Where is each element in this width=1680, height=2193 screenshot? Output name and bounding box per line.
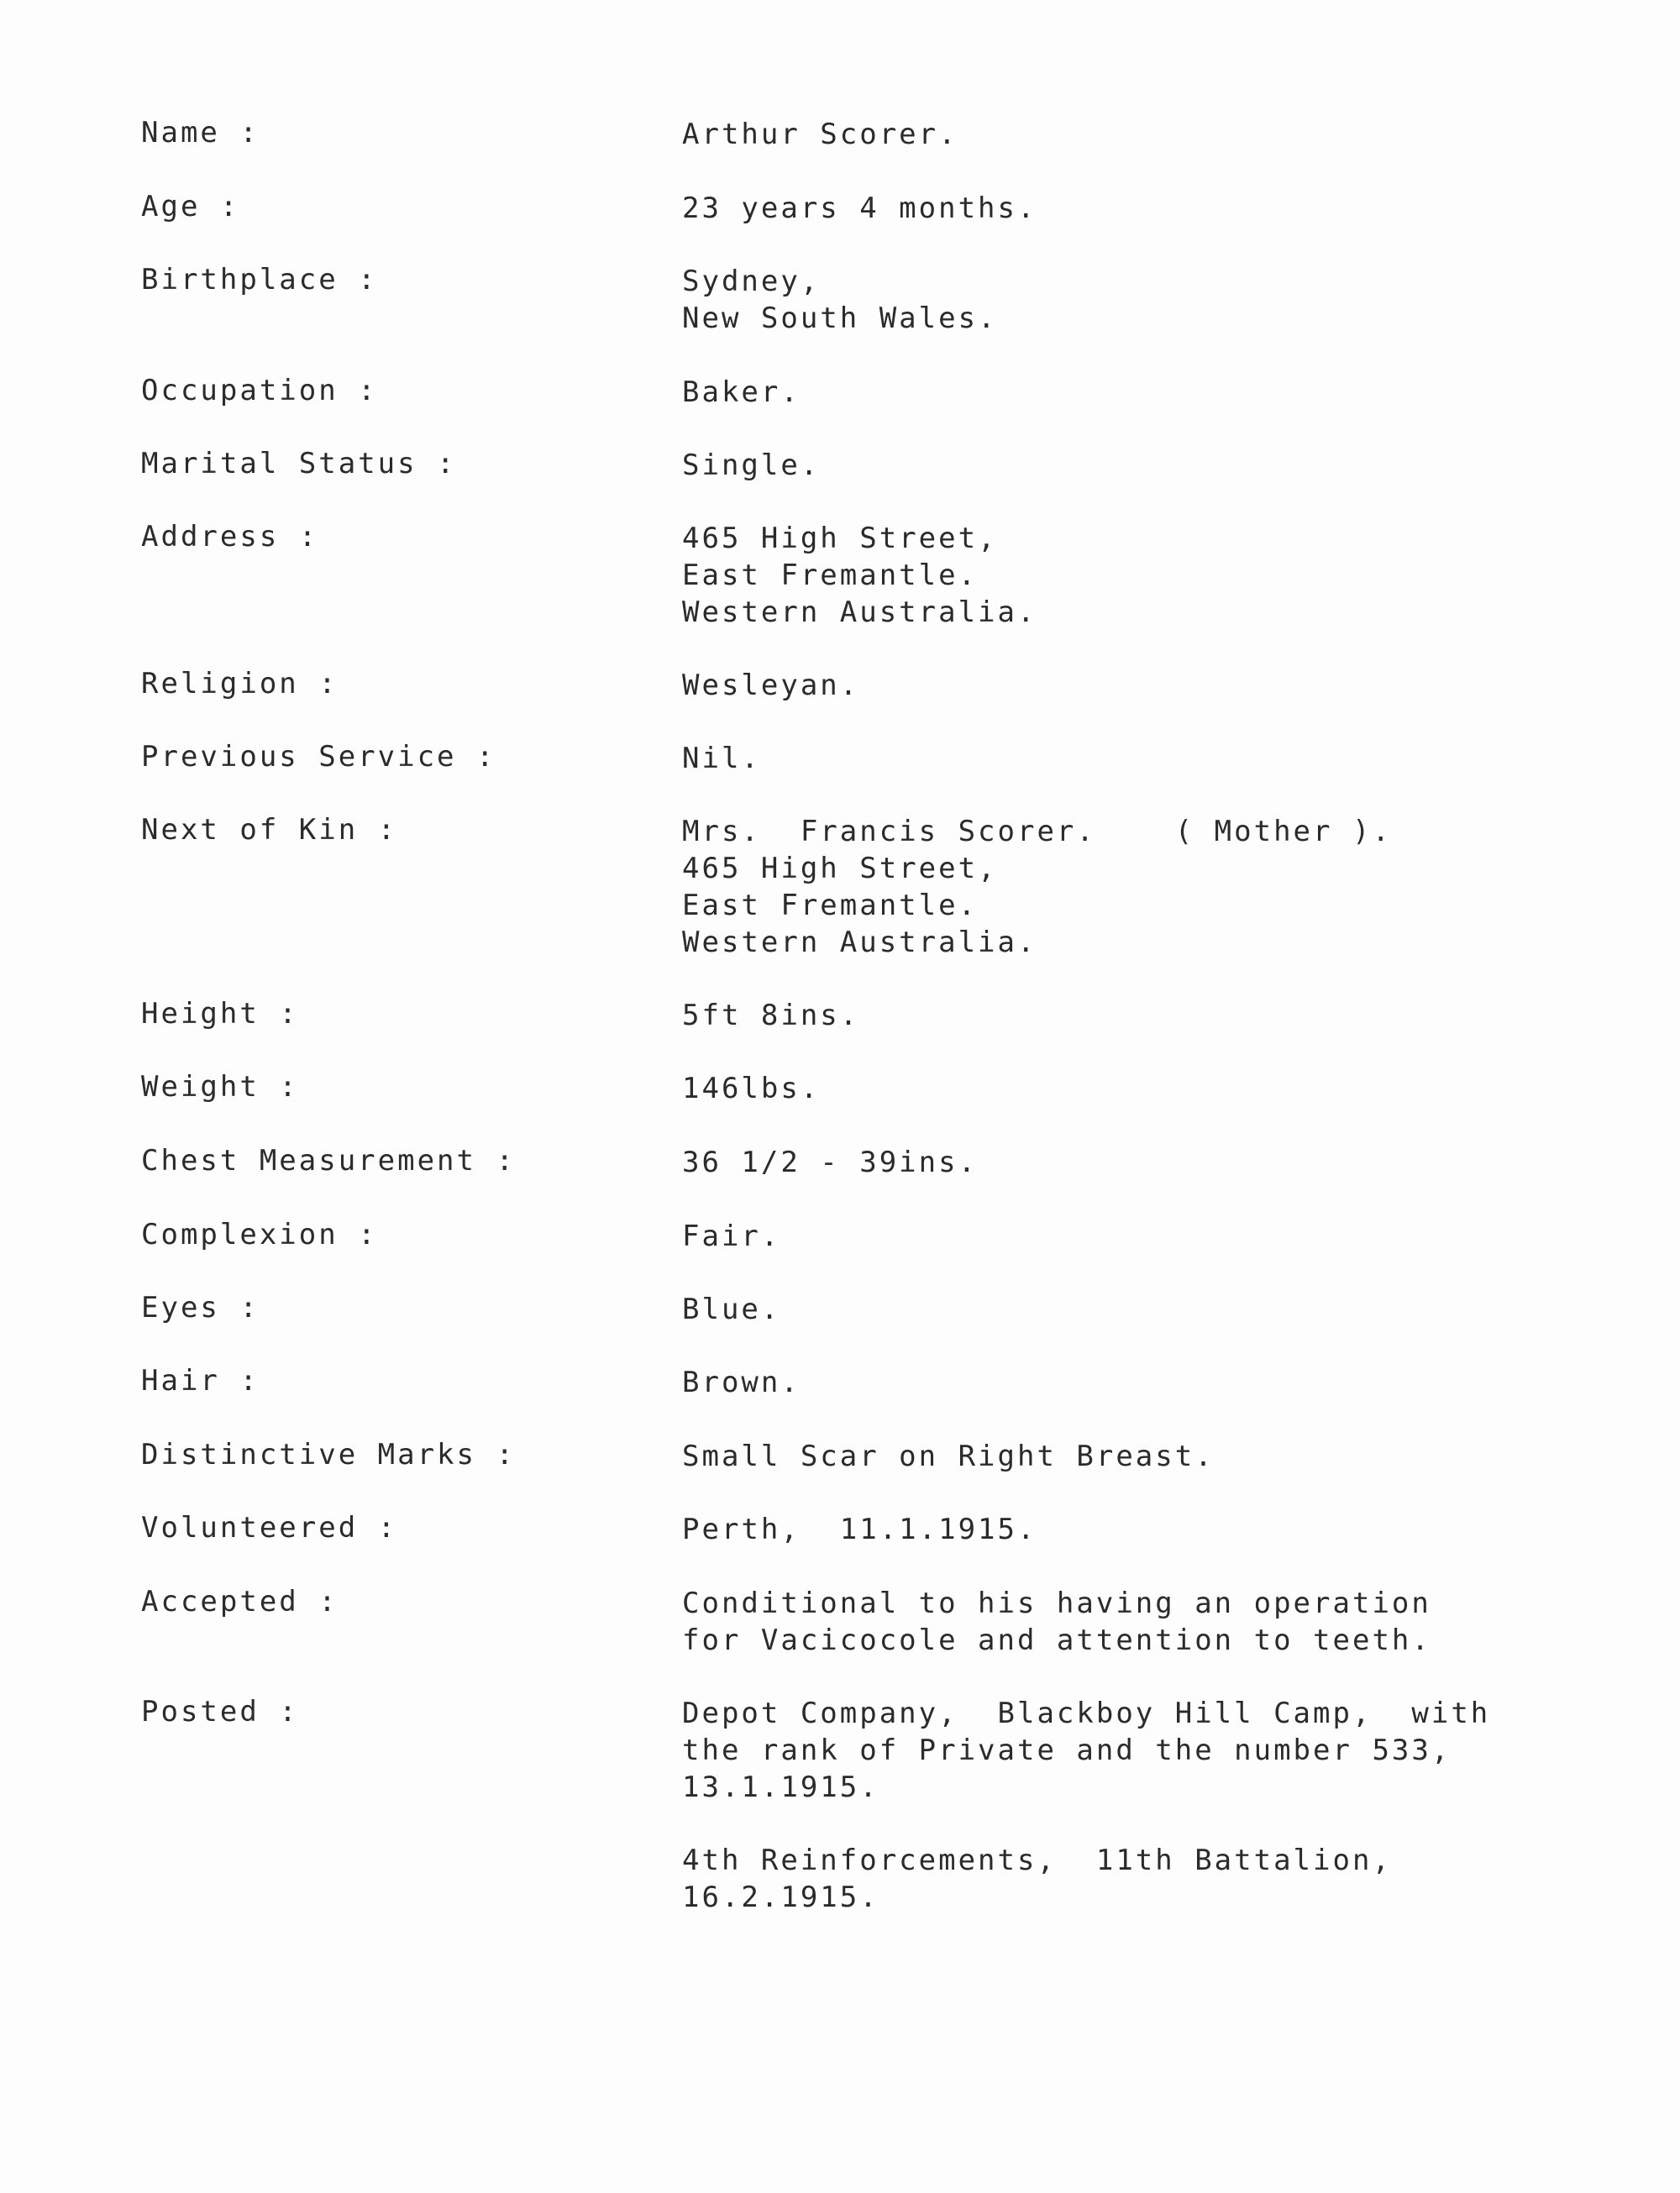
field-label: Chest Measurement :	[141, 1144, 516, 1178]
field-label: Next of Kin :	[141, 813, 398, 847]
field-label: Hair :	[141, 1364, 260, 1398]
field-label: Posted :	[141, 1695, 299, 1729]
value-line: Depot Company, Blackboy Hill Camp, with	[682, 1697, 1491, 1730]
field-label: Complexion :	[141, 1218, 378, 1251]
value-line: the rank of Private and the number 533,	[682, 1734, 1452, 1767]
field-value	[682, 740, 761, 777]
value-line: Small Scar on Right Breast.	[682, 1440, 1215, 1473]
field-label: Occupation :	[141, 374, 378, 407]
field-label: Accepted :	[141, 1585, 339, 1619]
field-label: Marital Status :	[141, 447, 457, 480]
value-line: Wesleyan.	[682, 669, 860, 702]
field-label: Religion :	[141, 667, 339, 700]
value-line: 36 1/2 - 39ins.	[682, 1146, 979, 1179]
field-value	[682, 520, 1037, 631]
value-line: Conditional to his having an operation	[682, 1587, 1431, 1620]
field-value	[682, 997, 859, 1034]
field-value	[682, 116, 958, 153]
field-label: Previous Service :	[141, 740, 496, 774]
value-line: Arthur Scorer.	[682, 118, 958, 151]
field-value	[682, 263, 998, 337]
value-line: Fair.	[682, 1220, 781, 1253]
value-line: for Vacicocole and attention to teeth.	[682, 1624, 1431, 1657]
field-label: Volunteered :	[141, 1511, 398, 1545]
value-line: 465 High Street,	[682, 522, 998, 555]
value-line: Sydney,	[682, 265, 821, 298]
field-label: Address :	[141, 520, 319, 553]
value-line: 465 High Street,	[682, 852, 998, 885]
value-line: Western Australia.	[682, 595, 1037, 629]
field-label: Birthplace :	[141, 263, 378, 296]
value-line: 4th Reinforcements, 11th Battalion,	[682, 1844, 1392, 1877]
value-line: 146lbs.	[682, 1072, 821, 1105]
field-value	[682, 1438, 1215, 1475]
value-line: 5ft 8ins.	[682, 999, 860, 1032]
field-value	[682, 1291, 780, 1328]
field-value	[682, 1511, 1037, 1548]
value-line: Western Australia.	[682, 926, 1037, 959]
posted-continuation	[682, 1842, 1392, 1916]
field-label: Weight :	[141, 1070, 299, 1104]
field-label: Height :	[141, 997, 299, 1031]
field-value	[682, 667, 859, 704]
value-line: Single.	[682, 449, 821, 482]
value-line: Baker.	[682, 375, 801, 409]
field-value	[682, 1218, 780, 1255]
field-label: Eyes :	[141, 1291, 260, 1325]
value-line: Mrs. Francis Scorer. ( Mother ).	[682, 815, 1392, 848]
value-line: 13.1.1915.	[682, 1771, 879, 1804]
field-value	[682, 1585, 1431, 1659]
value-line: Brown.	[682, 1366, 801, 1399]
field-value	[682, 813, 1392, 961]
value-line: Blue.	[682, 1293, 781, 1326]
field-value	[682, 190, 1037, 227]
field-value	[682, 1364, 801, 1401]
field-value	[682, 1070, 820, 1107]
field-label: Name :	[141, 116, 260, 150]
value-line: New South Wales.	[682, 302, 998, 335]
value-line: East Fremantle.	[682, 559, 979, 592]
field-label: Distinctive Marks :	[141, 1438, 516, 1472]
field-value	[682, 374, 801, 411]
field-value	[682, 1144, 978, 1181]
value-line: 23 years 4 months.	[682, 191, 1037, 225]
value-line: East Fremantle.	[682, 889, 979, 922]
value-line: Perth, 11.1.1915.	[682, 1513, 1037, 1546]
value-line: 16.2.1915.	[682, 1881, 879, 1914]
field-label: Age :	[141, 190, 240, 223]
field-value	[682, 1695, 1490, 1806]
value-line: Nil.	[682, 742, 761, 775]
field-value	[682, 447, 820, 484]
